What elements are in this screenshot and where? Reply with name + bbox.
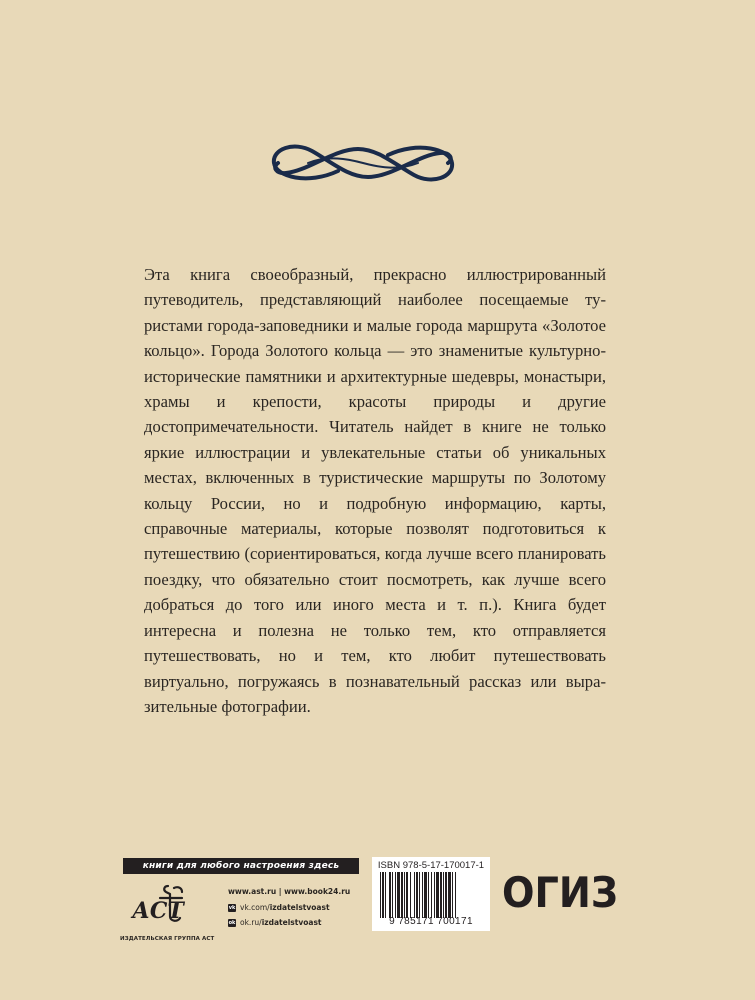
barcode-digits: 9 785171 700171: [389, 916, 473, 927]
ogiz-imprint-logo: [502, 870, 620, 912]
vk-handle: izdatelstvoast: [269, 903, 330, 912]
vk-link[interactable]: [228, 900, 350, 915]
barcode-panel: [372, 857, 490, 931]
ok-handle: izdatelstvoast: [261, 918, 322, 927]
vk-prefix: vk.com/: [240, 903, 270, 912]
ok-prefix: ok.ru/: [240, 918, 262, 927]
barcode-icon: [380, 872, 484, 918]
vk-icon: vk: [228, 904, 236, 911]
ok-link[interactable]: [228, 915, 350, 930]
tagline-banner: книги для любого настроения здесь: [123, 858, 359, 874]
ast-logo-text: АСТ: [132, 898, 184, 924]
publisher-group-label: ИЗДАТЕЛЬСКАЯ ГРУППА АСТ: [120, 936, 215, 942]
ast-logo-icon: [130, 882, 192, 928]
publisher-links: [228, 882, 350, 930]
ok-icon: ok: [228, 919, 236, 926]
isbn-number: ISBN 978-5-17-170017-1: [377, 860, 485, 871]
sites-link[interactable]: www.ast.ru | www.book24.ru: [228, 886, 351, 896]
ogiz-logo-text: ОГИЗ: [502, 870, 618, 912]
book-description: Эта книга своеобразный, прекрасно иллюстрированный путеводитель, представляющий наиболее посещаемые туристами города-заповедники и малые города маршрута «Золотое кольцо». Города Золотого кольца — это знаменитые культурно-исторические памятники и архитектурные шедевры, монастыри, храмы и крепости, красоты природы и другие достопримечательности. Читатель найдет в книге не только яркие иллюстрации и увлекательные статьи об уникальных местах, включенных в туристические маршруты по Золотому кольцу России, но и подробную информацию, карты, справочные материалы, которые позволят подготовиться к путешествию (сориентироваться, когда лучше всего планировать поездку, что обязательно стоит посмотреть, как лучше всего добраться до того или иного места и т. п.). Книга будет интересна и полезна не только тем, кто отправляется путешествовать, но и тем, кто любит путешествовать виртуально, погружаясь в познавательный рассказ или выразительные фотографии.: [144, 265, 606, 716]
flourish-ornament: [268, 133, 458, 193]
